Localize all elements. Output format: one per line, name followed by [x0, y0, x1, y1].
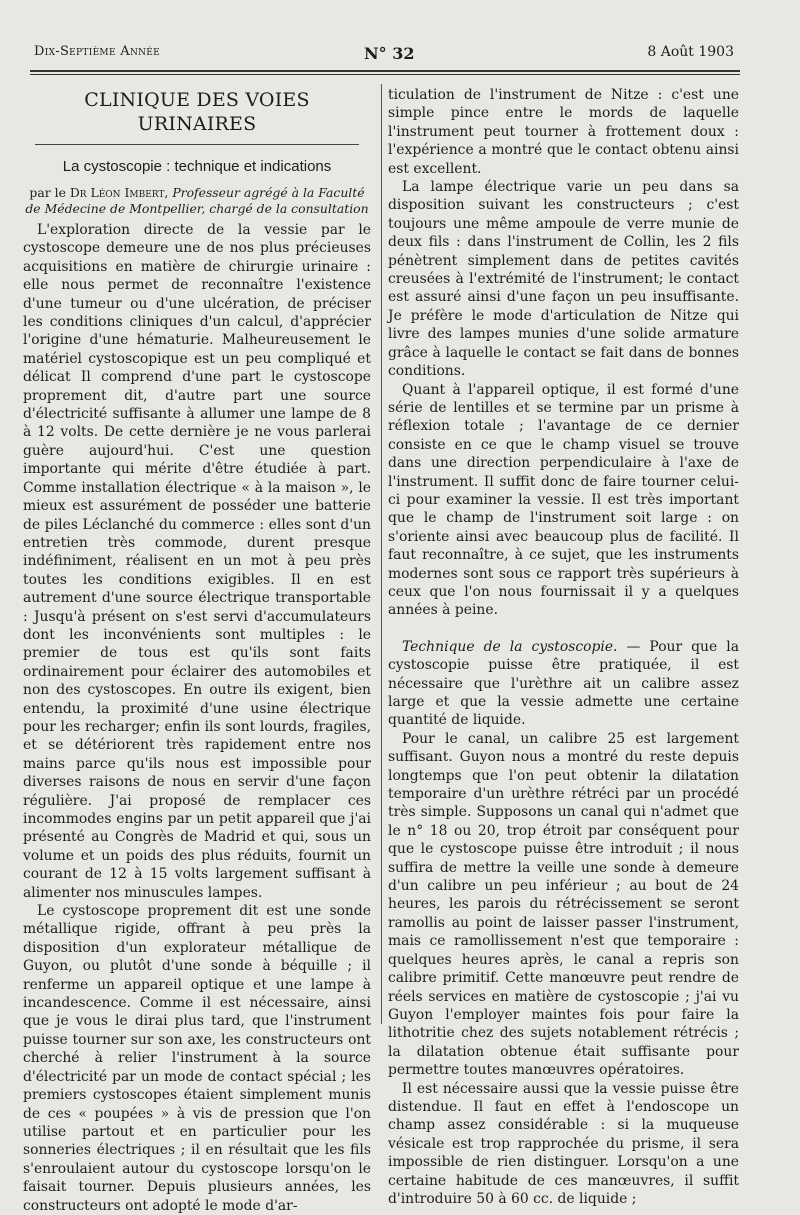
- section-heading: Technique de la cystoscopie.: [402, 638, 618, 655]
- paragraph: Le cystoscope proprement dit est une sonde métallique rigide, offrant à peu près la disposition d'un explorateur métallique de Guyon, ou plutôt d'une sonde à béquille ; il renferme un appareil optique et une lampe à incandescence. Comme il est nécessaire, ainsi que je vous le dirai plus tard, que l'instrument puisse tourner sur son axe, les constructeurs ont cherché à relier l'instrument à la source d'électricité par un mode de contact spécial ; les premiers cystoscopes étaient simplement munis de ces « poupées » à vis de pression que l'on utilise partout et en particulier pour les sonneries électriques ; il en résultait que les fils s'enroulaient autour du cystoscope lorsqu'on le faisait tourner. Depuis plusieurs années, les constructeurs ont adopté le mode d'ar-: [23, 903, 371, 1214]
- section-paragraph: [388, 638, 739, 730]
- paragraph: Quant à l'appareil optique, il est formé d'une série de lentilles et se termine par un prisme à réflexion totale ; l'avantage de ce dernier consiste en ce que le champ visuel se trouve dans une direction perpendiculaire à l'axe de l'instrument. Il suffit donc de faire tourner celui-ci pour examiner la vessie. Il est très important que le champ de l'instrument soit large : on s'oriente ainsi avec beaucoup plus de facilité. Il faut reconnaître, à ce sujet, que les instruments modernes sont sous ce rapport très supérieurs à ceux que l'on nous fournissait il y a quelques années à peine.: [388, 381, 739, 619]
- column-divider: [381, 84, 382, 1024]
- author-title: Professeur agrégé à la Faculté de Médecine de Montpellier, chargé de la consultation: [25, 185, 369, 216]
- section-title: CLINIQUE DES VOIES URINAIRES: [84, 89, 310, 135]
- article-subtitle: La cystoscopie : technique et indications: [62, 158, 332, 175]
- left-column: [23, 86, 371, 1215]
- section-lead: — Pour que la cystoscopie puisse être pratiquée, il est nécessaire que l'urèthre ait un calibre assez large et que la vessie admette une certaine quantité de liquide.: [388, 638, 739, 729]
- paragraph: Pour le canal, un calibre 25 est largement suffisant. Guyon nous a montré du reste depuis longtemps que l'on peut obtenir la dilatation temporaire d'un urèthre rétréci par un procédé très simple. Supposons un canal qui n'admet que le n° 18 ou 20, trop étroit par conséquent pour que le cystoscope puisse être introduit ; il nous suffira de mettre la veille une sonde à demeure d'un calibre un peu inférieur ; au bout de 24 heures, les parois du rétrécissement se seront ramollis au point de laisser passer l'instrument, mais ce ramollissement n'est que temporaire : quelques heures après, le canal a repris son calibre primitif. Cette manœuvre peut rendre de réels services en matière de cystoscopie ; j'ai vu Guyon l'employer maintes fois pour faire la lithotritie chez des sujets notablement rétrécis ; la dilatation obtenue était suffisante pour permettre toutes manœuvres opératoires.: [388, 730, 739, 1079]
- paragraph: L'exploration directe de la vessie par le cystoscope demeure une de nos plus précieuses acquisitions en matière de chirurgie urinaire : elle nous permet de reconnaître l'existence d'une tumeur ou d'une ulcération, de préciser les conditions cliniques d'un calcul, d'apprécier l'origine d'une hématurie. Malheureusement le matériel cystoscopique est un peu compliqué et délicat Il comprend d'une part le cystoscope proprement dit, d'autre part une source d'électricité suffisante à allumer une lampe de 8 à 12 volts. De cette dernière je ne vous parlerai guère aujourd'hui. C'est une question importante qui mérite d'être étudiée à part. Comme installation électrique « à la maison », le mieux est assurément de posséder une batterie de piles Léclanché du commerce : elles sont d'un entretien très commode, durent presque indéfiniment, réalisent en un mot à peu près toutes les conditions exigibles. Il en est autrement d'une source électrique transportable : Jusqu'à présent on s'est servi d'accumulateurs dont les inconvénients sont multiples : le premier de tous est qu'ils sont faits ordinairement pour éclairer des automobiles et non des cystoscopes. En outre ils exigent, bien entendu, la proximité d'une usine électrique pour les recharger; enfin ils sont lourds, fragiles, et se détériorent très rapidement entre nos mains parce qu'ils nous est impossible pour diverses raisons de nous en servir d'une façon régulière. J'ai proposé de remplacer ces incommodes engins par un petit appareil que j'ai présenté au Congrès de Madrid et qui, sous un volume et un poids des plus réduits, fournit un courant de 12 à 15 volts largement suffisant à alimenter nos minuscules lampes.: [23, 222, 371, 901]
- paragraph: ticulation de l'instrument de Nitze : c'est une simple pince entre le mords de laquelle l'instrument peut tourner à frottement doux : l'expérience a montré que le contact obtenu ainsi est excellent.: [388, 87, 739, 177]
- byline: [23, 185, 371, 217]
- header-rule-thin: [30, 74, 740, 75]
- header-rule: [30, 70, 740, 72]
- byline-prefix: par le: [29, 185, 66, 200]
- paragraph: La lampe électrique varie un peu dans sa disposition suivant les constructeurs ; c'est toujours une même ampoule de verre munie de deux fils : dans l'instrument de Collin, les 2 fils pénètrent simplement dans de petites cavités creusées à l'extrémité de l'instrument; le contact est assuré ainsi d'une façon un peu insuffisante. Je préfère le mode d'articulation de Nitze qui livre des lampes munies d'une solide armature grâce à laquelle le contact se fait dans de bonnes conditions.: [388, 179, 739, 380]
- right-column: [388, 86, 739, 1208]
- paragraph: Il est nécessaire aussi que la vessie puisse être distendue. Il faut en effet à l'endoscope un champ assez considérable : si la muqueuse vésicale est trop rapprochée du prisme, il sera impossible de rien distinguer. Lorsqu'on a une certaine habitude de ces manœuvres, il suffit d'introduire 50 à 60 cc. de liquide ;: [388, 1080, 739, 1207]
- author-name: Dr Léon Imbert,: [69, 185, 169, 200]
- volume-year: Dix-Septième Année: [34, 44, 161, 59]
- title-rule: [35, 144, 359, 145]
- page-header: [34, 44, 734, 66]
- issue-date: 8 Août 1903: [647, 44, 734, 60]
- issue-number: N° 32: [364, 44, 415, 63]
